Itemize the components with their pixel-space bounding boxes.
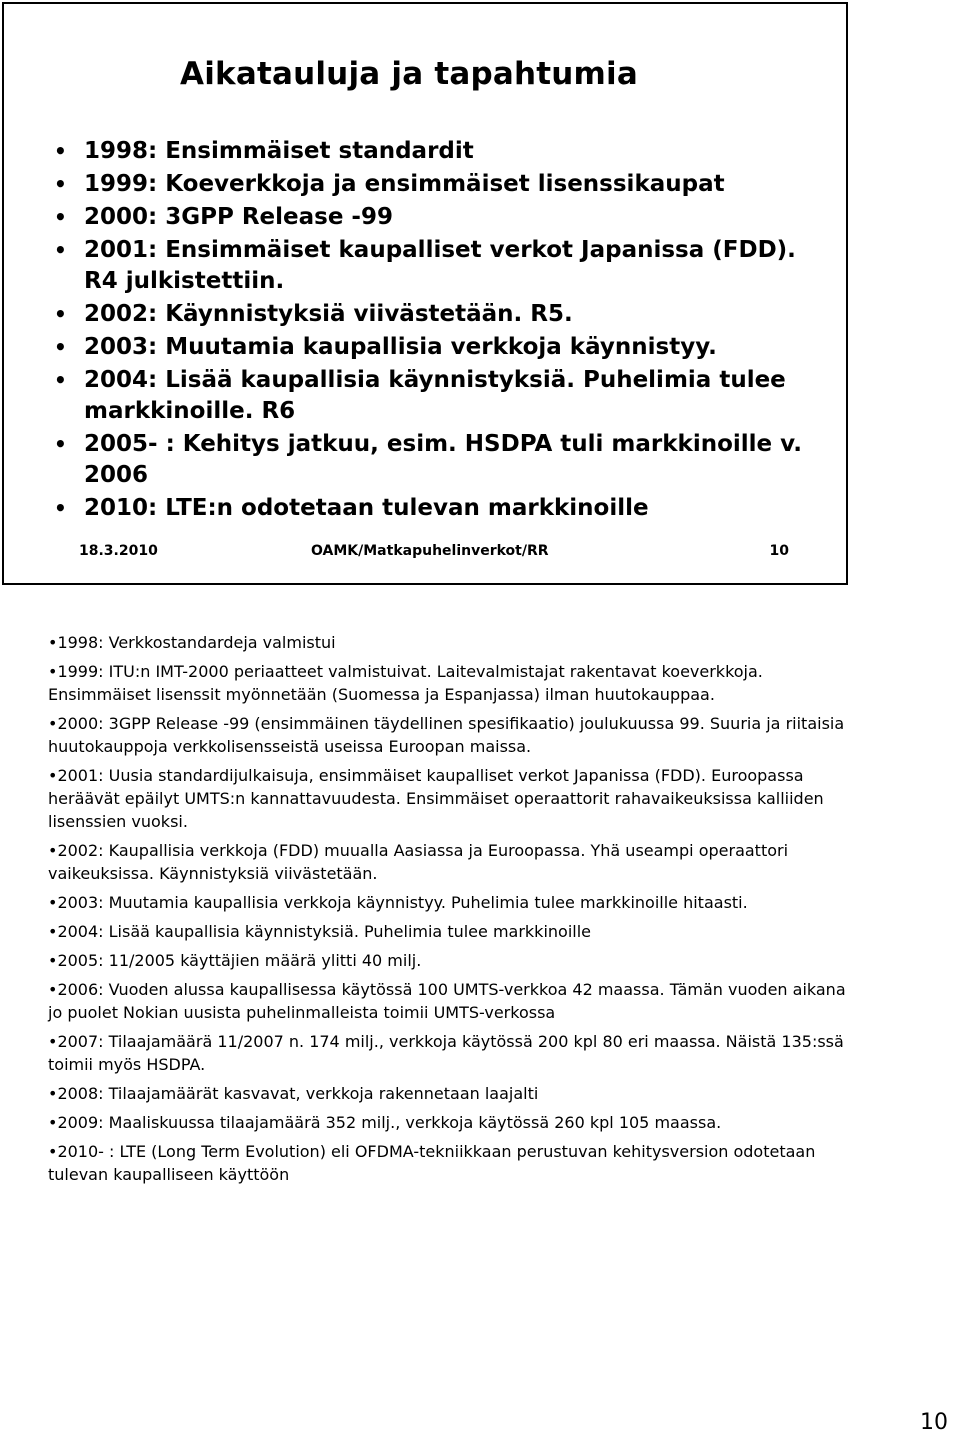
slide-bullet-text: 2002: Käynnistyksiä viivästetään. R5. — [84, 301, 573, 327]
slide-bullet-item — [54, 202, 834, 233]
note-item: •2002: Kaupallisia verkkoja (FDD) muualla Aasiassa ja Euroopassa. Yhä useampi operaattori vaikeuksissa. Käynnistyksiä viivästetään. — [48, 841, 789, 883]
note-item: •1999: ITU:n IMT-2000 periaatteet valmistuivat. Laitevalmistajat rakentavat koeverkkoja. Ensimmäiset lisenssit myönnetään (Suomessa ja Espanjassa) ilman huutokauppaa. — [48, 662, 763, 704]
slide-bullet-item — [54, 299, 834, 330]
speaker-notes — [48, 631, 848, 1192]
note-item: •1998: Verkkostandardeja valmistui — [48, 633, 336, 652]
slide-bullet-item — [54, 235, 834, 297]
note-item: •2010- : LTE (Long Term Evolution) eli OFDMA-tekniikkaan perustuvan kehitysversion odotetaan tulevan kaupalliseen käyttöön — [48, 1142, 816, 1184]
slide-bullet-text: 2003: Muutamia kaupallisia verkkoja käynnistyy. — [84, 334, 717, 360]
slide-bullet-item — [54, 136, 834, 167]
note-item: •2000: 3GPP Release -99 (ensimmäinen täydellinen spesifikaatio) joulukuussa 99. Suuria ja riitaisia huutokauppoja verkkolisensseistä useissa Euroopan maissa. — [48, 714, 845, 756]
slide-bullet-text: 1998: Ensimmäiset standardit — [84, 138, 474, 164]
bullet-icon: • — [54, 238, 67, 262]
note-item: •2008: Tilaajamäärät kasvavat, verkkoja rakennetaan laajalti — [48, 1084, 539, 1103]
note-item: •2007: Tilaajamäärä 11/2007 n. 174 milj., verkkoja käytössä 200 kpl 80 eri maassa. Näistä 135:ssä toimii myös HSDPA. — [48, 1032, 844, 1074]
note-item: •2009: Maaliskuussa tilaajamäärä 352 milj., verkkoja käytössä 260 kpl 105 maassa. — [48, 1113, 722, 1132]
bullet-icon: • — [54, 335, 67, 359]
slide-bullet-text: 2004: Lisää kaupallisia käynnistyksiä. Puhelimia tulee markkinoille. R6 — [84, 367, 786, 424]
slide-bullet-text: 2000: 3GPP Release -99 — [84, 204, 393, 230]
slide-bullet-text: 2010: LTE:n odotetaan tulevan markkinoille — [84, 495, 649, 521]
bullet-icon: • — [54, 205, 67, 229]
slide-bullet-text: 2001: Ensimmäiset kaupalliset verkot Japanissa (FDD). R4 julkistettiin. — [84, 237, 796, 294]
slide-bullet-item — [54, 332, 834, 363]
bullet-icon: • — [54, 139, 67, 163]
bullet-icon: • — [54, 302, 67, 326]
note-item: •2006: Vuoden alussa kaupallisessa käytössä 100 UMTS-verkkoa 42 maassa. Tämän vuoden aikana jo puolet Nokian uusista puhelinmalleista toimii UMTS-verkossa — [48, 980, 846, 1022]
slide-bullet-item — [54, 493, 834, 524]
bullet-icon: • — [54, 496, 67, 520]
slide-bullet-list — [54, 136, 834, 526]
footer-course: OAMK/Matkapuhelinverkot/RR — [311, 543, 549, 559]
page-number: 10 — [920, 1410, 948, 1435]
footer-date: 18.3.2010 — [79, 543, 158, 559]
bullet-icon: • — [54, 172, 67, 196]
slide-title: Aikatauluja ja tapahtumia — [180, 56, 638, 92]
footer-slide-number: 10 — [769, 543, 789, 559]
note-item: •2003: Muutamia kaupallisia verkkoja käynnistyy. Puhelimia tulee markkinoille hitaasti. — [48, 893, 748, 912]
note-item: •2004: Lisää kaupallisia käynnistyksiä. Puhelimia tulee markkinoille — [48, 922, 591, 941]
slide-bullet-text: 1999: Koeverkkoja ja ensimmäiset lisenssikaupat — [84, 171, 725, 197]
slide-bullet-text: 2005- : Kehitys jatkuu, esim. HSDPA tuli markkinoille v. 2006 — [84, 431, 802, 488]
note-item: •2001: Uusia standardijulkaisuja, ensimmäiset kaupalliset verkot Japanissa (FDD). Euroopassa heräävät epäilyt UMTS:n kannattavuudesta. Ensimmäiset operaattorit rahavaikeuksissa kalliiden lisenssien vuoksi. — [48, 766, 824, 831]
bullet-icon: • — [54, 432, 67, 456]
slide-bullet-item — [54, 169, 834, 200]
slide-bullet-item — [54, 429, 834, 491]
bullet-icon: • — [54, 368, 67, 392]
slide-footer — [79, 543, 789, 565]
note-item: •2005: 11/2005 käyttäjien määrä ylitti 40 milj. — [48, 951, 422, 970]
slide-bullet-item — [54, 365, 834, 427]
slide-frame — [2, 2, 848, 585]
